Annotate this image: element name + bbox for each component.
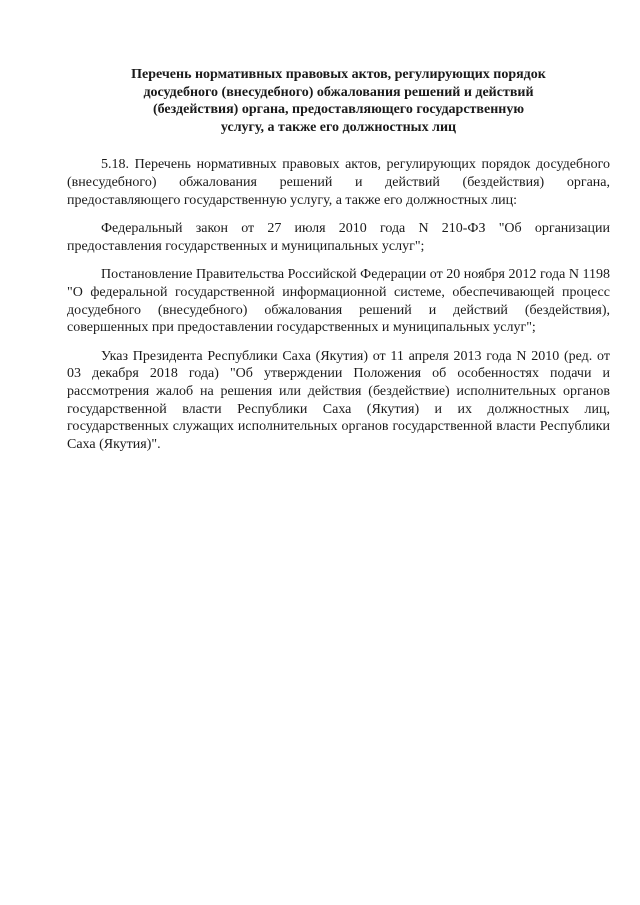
paragraph-federal-law: Федеральный закон от 27 июля 2010 года N 210-ФЗ "Об организации предоставления государственных и муниципальных услуг"; [67,221,610,254]
paragraph-5-18: 5.18. Перечень нормативных правовых актов, регулирующих порядок досудебного (внесудебного) обжалования решений и действий (бездействия) органа, предоставляющего государственную услугу, а также его должностных лиц: [67,157,610,208]
heading-line-4: услугу, а также его должностных лиц [220,119,457,135]
heading-line-3: (бездействия) органа, предоставляющего государственную [152,102,525,118]
paragraph-presidential-decree: Указ Президента Республики Саха (Якутия) от 11 апреля 2013 года N 2010 (ред. от 03 декабря 2018 года) "Об утверждении Положения об особенностях подачи и рассмотрения жалоб на решения или действия (бездействие) исполнительных органов государственной власти Республики Саха (Якутия) и их должностных лиц, государственных служащих исполнительных органов государственной власти Республики Саха (Якутия)". [67,348,610,452]
paragraph-government-resolution: Постановление Правительства Российской Федерации от 20 ноября 2012 года N 1198 "О федеральной государственной информационной системе, обеспечивающей процесс досудебного (внесудебного) обжалования решений и действий (бездействия), совершенных при предоставлении государственных и муниципальных услуг"; [67,267,610,336]
document-page [67,66,610,464]
heading-line-1: Перечень нормативных правовых актов, регулирующих порядок [131,67,546,82]
heading-line-2: досудебного (внесудебного) обжалования решений и действий [143,84,534,100]
section-heading [67,66,610,136]
